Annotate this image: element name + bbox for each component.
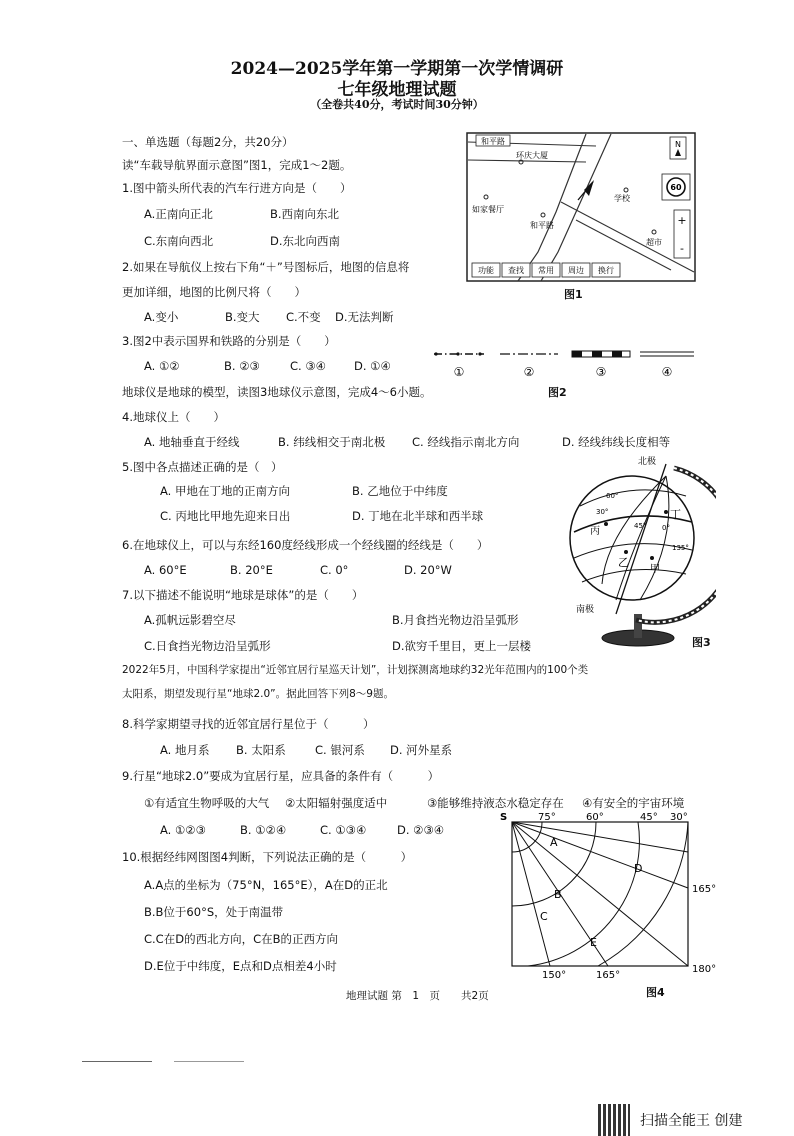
q4-option-c: C. 经线指示南北方向 [412,435,520,449]
intro-2: 地球仪是地球的模型，读图3地球仪示意图，完成4～6小题。 [122,385,432,399]
question-9: 9.行星“地球2.0”要成为宜居行星，应具备的条件有（ ） [122,769,440,783]
q9-option-b: B. ①②④ [240,823,287,837]
fig2-symbol-4: ④ [661,365,673,379]
q3-option-a: A. ①② [144,359,180,373]
figure-3-label: 图3 [692,636,711,649]
fig4-point-d: D [634,862,643,875]
q7-option-a: A.孤帆远影碧空尽 [144,613,236,627]
fig3-point-jia: 甲 [650,564,660,575]
q9-option-d: D. ②③④ [397,823,445,837]
fig1-button-2: 查找 [508,266,524,275]
fig3-point-yi: 乙 [618,556,629,569]
question-3: 3.图2中表示国界和铁路的分别是（ ） [122,334,336,348]
fig3-south-pole: 南极 [576,605,595,615]
figure-2-line-symbols [428,346,698,382]
fig2-symbol-3: ③ [595,365,607,379]
q8-option-a: A. 地月系 [160,743,210,757]
fig1-button-1: 功能 [478,266,494,275]
q10-option-a: A.A点的坐标为（75°N，165°E），A在D的正北 [144,878,388,892]
q5-option-b: B. 乙地位于中纬度 [352,484,448,498]
fig3-degree-4: 135° [672,544,689,552]
q10-option-c: C.C在D的西北方向，C在B的正西方向 [144,932,338,946]
svg-text:60: 60 [670,183,682,192]
fig1-button-5: 换行 [598,266,614,275]
q10-option-b: B.B位于60°S，处于南温带 [144,905,284,919]
fig4-lat-45: 45° [640,812,658,823]
q1-option-c: C.东南向西北 [144,234,214,248]
q9-cond-4: ④有安全的宇宙环境 [582,796,685,810]
fig3-north-pole: 北极 [638,457,657,467]
page-footer: 地理试题 第 1 页 共2页 [346,990,489,1002]
q7-option-d: D.欲穷千里目，更上一层楼 [392,639,532,653]
figure-3-globe [566,454,716,654]
fig4-point-e: E [590,936,597,949]
q8-option-c: C. 银河系 [315,743,365,757]
q7-option-c: C.日食挡光物边沿呈弧形 [144,639,271,653]
q3-option-c: C. ③④ [290,359,326,373]
fig4-point-b: B [554,888,562,901]
fig3-degree-3: 45° [634,522,647,530]
exam-note: （全卷共40分，考试时间30分钟） [310,98,484,111]
intro-3-line2: 太阳系，期望发现行星“地球2.0”。据此回答下列8～9题。 [122,688,394,700]
exam-subtitle: 七年级地理试题 [337,80,457,100]
zoom-in-icon: + [677,214,687,227]
question-10: 10.根据经纬网图图4判断，下列说法正确的是（ ） [122,850,413,864]
fig3-point-ding: 丁 [670,508,681,521]
fig3-degree-5: 0° [662,524,670,532]
zoom-out-icon: - [680,242,684,255]
fig4-point-a: A [550,836,558,849]
q3-option-b: B. ②③ [224,359,260,373]
intro-1: 读“车载导航界面示意图”图1，完成1～2题。 [122,158,352,172]
q6-option-d: D. 20°W [404,563,452,577]
fig3-point-bing: 丙 [590,526,600,537]
q9-cond-1: ①有适宜生物呼吸的大气 [144,796,270,810]
q5-option-c: C. 丙地比甲地先迎来日出 [160,509,291,523]
q2-option-c: C.不变 [286,310,321,324]
intro-3-line1: 2022年5月，中国科学家提出“近邻宜居行星巡天计划”，计划探测离地球约32光年范围内的100个类 [122,664,589,676]
svg-text:N: N [675,140,681,149]
fig1-place-3: 如家餐厅 [472,205,504,214]
fig2-symbol-2: ② [523,365,535,379]
fig4-lat-75: 75° [538,812,556,823]
figure-4-label: 图4 [646,986,665,999]
fig1-place-5: 超市 [646,238,662,247]
fig4-pole: S [500,812,508,823]
qr-code-icon [598,1104,630,1136]
line-symbol-4 [640,352,694,356]
q5-option-d: D. 丁地在北半球和西半球 [352,509,484,523]
question-8: 8.科学家期望寻找的近邻宜居行星位于（ ） [122,717,375,731]
q2-option-d: D.无法判断 [335,310,394,324]
fig3-degree-2: 30° [596,508,609,516]
q9-option-c: C. ①③④ [320,823,367,837]
fig2-symbol-1: ① [453,365,465,379]
q6-option-a: A. 60°E [144,563,187,577]
question-1: 1.图中箭头所代表的汽车行进方向是（ ） [122,181,352,195]
fig1-road-label: 和平路 [481,137,505,146]
section-heading: 一、单选题（每题2分，共20分） [122,135,294,149]
fig1-place-4: 和平路 [530,221,554,230]
figure-1-label: 图1 [564,288,583,301]
fig4-lon-165-bottom: 165° [596,970,621,981]
figure-2-label: 图2 [548,386,567,399]
question-4: 4.地球仪上（ ） [122,410,225,424]
fig4-lon-180: 180° [692,964,717,975]
q9-option-a: A. ①②③ [160,823,206,837]
fig4-point-c: C [540,910,548,923]
fig1-place-1: 环庆大厦 [516,151,548,160]
line-symbol-1 [434,352,484,355]
scan-mark [82,1061,152,1062]
line-symbol-3 [572,351,630,357]
q7-option-b: B.月食挡光物边沿呈弧形 [392,613,519,627]
q1-option-d: D.东北向西南 [270,234,341,248]
q1-option-a: A.正南向正北 [144,207,213,221]
q4-option-d: D. 经线纬线长度相等 [562,435,671,449]
scanner-watermark: 扫描全能王 创建 [640,1113,743,1129]
fig4-lon-165-right: 165° [692,884,717,895]
fig4-lon-150: 150° [542,970,567,981]
fig3-degree-1: 60° [606,492,619,500]
q2-option-b: B.变大 [225,310,260,324]
q6-option-b: B. 20°E [230,563,273,577]
fig1-place-2: 学校 [614,194,630,203]
q10-option-d: D.E位于中纬度，E点和D点相差4小时 [144,959,337,973]
question-7: 7.以下描述不能说明“地球是球体”的是（ ） [122,588,364,602]
q6-option-c: C. 0° [320,563,349,577]
q3-option-d: D. ①④ [354,359,391,373]
scan-mark-2 [174,1061,244,1062]
exam-title: 2024—2025学年第一学期第一次学情调研 [230,59,564,79]
question-5: 5.图中各点描述正确的是（ ） [122,460,283,474]
fig1-button-4: 周边 [568,266,584,275]
fig4-lat-30: 30° [670,812,688,823]
q8-option-d: D. 河外星系 [390,743,453,757]
q5-option-a: A. 甲地在丁地的正南方向 [160,484,290,498]
q4-option-b: B. 纬线相交于南北极 [278,435,386,449]
q4-option-a: A. 地轴垂直于经线 [144,435,240,449]
question-6: 6.在地球仪上，可以与东经160度经线形成一个经线圈的经线是（ ） [122,538,489,552]
q9-cond-2: ②太阳辐射强度适中 [285,796,388,810]
fig4-lat-60: 60° [586,812,604,823]
q2-option-a: A.变小 [144,310,179,324]
question-2-line2: 更加详细，地图的比例尺将（ ） [122,285,306,299]
figure-4-polar-grid [498,812,724,982]
q9-cond-3: ③能够维持液态水稳定存在 [427,796,564,810]
q8-option-b: B. 太阳系 [236,743,286,757]
question-2-line1: 2.如果在导航仪上按右下角“＋”号图标后，地图的信息将 [122,260,410,274]
q1-option-b: B.西南向东北 [270,207,340,221]
figure-1-navigation-map [466,132,696,282]
fig1-button-3: 常用 [538,266,554,275]
